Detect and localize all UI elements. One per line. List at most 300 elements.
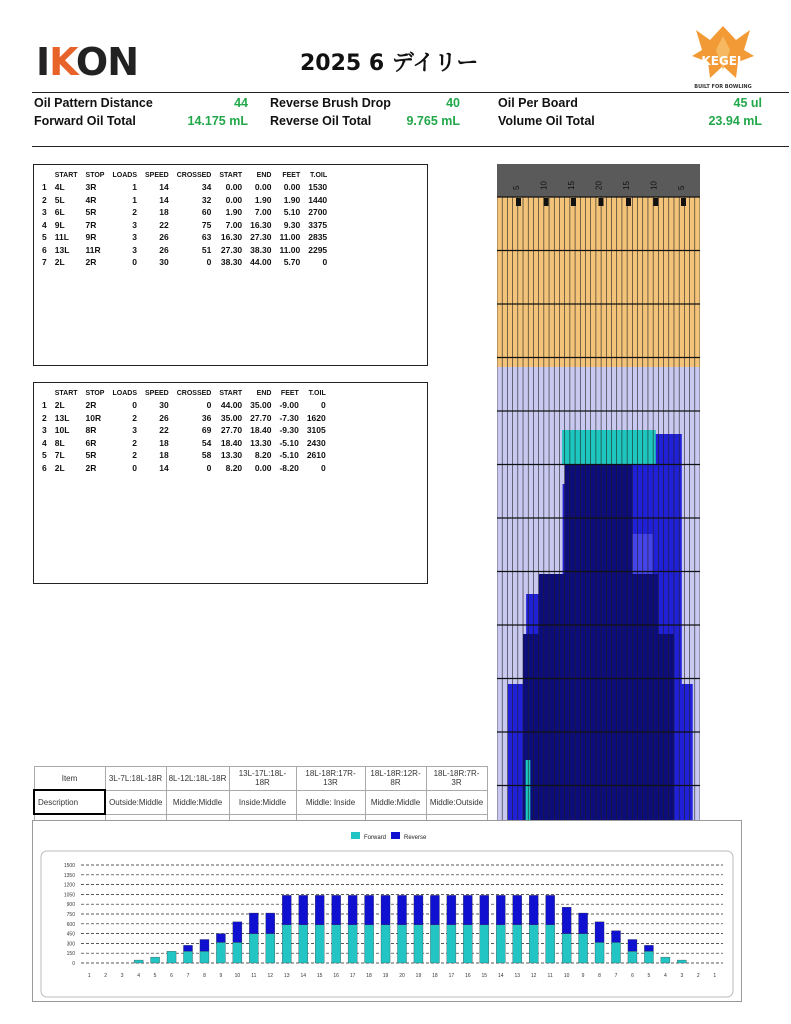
legend-forward-label: Forward [364, 835, 387, 841]
reverse-header-cell: SPEED [144, 389, 169, 397]
reverse-cell: 0 [321, 400, 326, 411]
stat-value: 45 ul [733, 96, 762, 110]
forward-cell: 3 [132, 244, 137, 255]
x-tick-label: 3 [120, 973, 124, 979]
x-tick-label: 10 [234, 973, 241, 979]
bar-forward [151, 957, 160, 963]
lane-graph-svg [497, 164, 700, 824]
forward-cell: 5.10 [283, 207, 301, 218]
legend-forward-swatch [351, 832, 360, 839]
bar-forward [447, 925, 456, 963]
reverse-cell: 2L [54, 462, 65, 473]
forward-cell: 3 [42, 207, 47, 218]
forward-cell: 1440 [308, 194, 328, 205]
reverse-cell: 8.20 [225, 462, 243, 473]
reverse-row [38, 437, 330, 450]
forward-cell: 0 [132, 257, 137, 268]
y-tick-label: 300 [66, 941, 75, 948]
reverse-cell: 0 [132, 400, 137, 411]
reverse-cell: 36 [201, 412, 212, 423]
bar-forward [249, 934, 258, 963]
reverse-cell: 2 [132, 437, 137, 448]
lane-arrow-label: 5 [677, 185, 686, 190]
bar-forward [348, 925, 357, 963]
tz-description: Middle:Middle [166, 790, 229, 814]
x-tick-label: 5 [647, 973, 651, 979]
forward-cell: 11.00 [279, 244, 301, 255]
reverse-cell: 2 [132, 450, 137, 461]
lane-arrow-marker [626, 198, 631, 206]
reverse-cell: 2430 [306, 437, 326, 448]
reverse-cell: 0 [132, 462, 137, 473]
forward-cell: 2L [54, 257, 65, 268]
forward-cell: 13L [54, 244, 70, 255]
bar-reverse [529, 895, 538, 924]
stat-label: Reverse Brush Drop [270, 96, 391, 110]
forward-cell: 1 [42, 182, 47, 193]
reverse-cell: 1620 [306, 412, 326, 423]
bar-forward [562, 934, 571, 963]
y-tick-label: 900 [66, 902, 75, 909]
forward-cell: 34 [201, 182, 212, 193]
kegel-logo [688, 22, 758, 92]
stats-divider [32, 146, 789, 147]
forward-header-cell: STOP [85, 171, 105, 179]
stat-label: Reverse Oil Total [270, 114, 372, 128]
bar-forward [233, 942, 242, 963]
lane-header-band [497, 164, 700, 197]
forward-header-cell: SPEED [144, 171, 169, 179]
bar-reverse [348, 895, 357, 924]
bar-reverse [579, 913, 588, 934]
lane-arrow-label: 10 [649, 181, 659, 190]
reverse-cell: 3 [42, 425, 47, 436]
reverse-header-cell: STOP [85, 389, 105, 397]
x-tick-label: 15 [481, 973, 488, 979]
x-tick-label: 15 [316, 973, 323, 979]
lane-arrow-marker [654, 198, 659, 206]
forward-cell: 30 [159, 257, 169, 268]
bar-forward [661, 957, 670, 963]
reverse-cell: 13.30 [250, 437, 272, 448]
x-tick-label: 12 [267, 973, 274, 979]
x-tick-label: 9 [581, 973, 585, 979]
bar-forward [480, 925, 489, 963]
forward-header-cell [38, 169, 51, 181]
x-tick-label: 4 [663, 973, 667, 979]
reverse-row [38, 424, 330, 437]
bar-forward [381, 925, 390, 963]
bar-reverse [414, 895, 423, 924]
bar-forward [677, 960, 686, 963]
lane-dry-wood [497, 197, 700, 367]
y-tick-label: 1500 [63, 863, 75, 869]
stat-label: Oil Per Board [498, 96, 578, 110]
forward-header-cell: FEET [282, 171, 301, 179]
lane-arrow-label: 20 [594, 181, 604, 190]
bar-forward [282, 925, 291, 963]
y-tick-label: 450 [66, 931, 75, 938]
reverse-header-cell: END [256, 389, 272, 397]
reverse-cell: 44.00 [220, 400, 243, 411]
tz-header: 13L-17L:18L-18R [229, 767, 296, 791]
reverse-oil-table [33, 382, 428, 584]
forward-header-cell: LOADS [112, 171, 137, 179]
x-tick-label: 10 [563, 973, 570, 979]
forward-cell: 4 [42, 219, 47, 230]
reverse-cell: 18 [159, 437, 169, 448]
reverse-cell: 22 [159, 425, 169, 436]
forward-cell: 0.00 [283, 182, 301, 193]
reverse-cell: 14 [159, 462, 169, 473]
bar-forward [216, 942, 225, 963]
x-tick-label: 2 [104, 973, 108, 979]
forward-cell: 3 [132, 219, 137, 230]
reverse-cell: 54 [201, 437, 212, 448]
forward-cell: 14 [159, 194, 169, 205]
bar-forward [463, 925, 472, 963]
forward-cell: 5 [42, 232, 47, 243]
reverse-cell: 3 [132, 425, 137, 436]
tz-description: Outside:Middle [105, 790, 166, 814]
forward-cell: 7.00 [254, 207, 272, 218]
lane-arrow-marker [544, 198, 549, 206]
x-tick-label: 11 [547, 973, 553, 979]
x-tick-label: 7 [186, 973, 190, 979]
bar-forward [496, 925, 505, 963]
reverse-header-cell: START [54, 389, 78, 397]
reverse-cell: 8L [54, 437, 65, 448]
forward-cell: 16.30 [220, 232, 243, 243]
x-tick-label: 4 [137, 973, 141, 979]
x-tick-label: 3 [680, 973, 684, 979]
forward-row [38, 256, 331, 269]
reverse-cell: 35.00 [220, 412, 243, 423]
reverse-cell: 35.00 [250, 400, 272, 411]
forward-cell: 32 [201, 194, 212, 205]
forward-cell: 2835 [308, 232, 328, 243]
forward-cell: 18 [159, 207, 169, 218]
reverse-cell: 13.30 [220, 450, 243, 461]
reverse-cell: 18.40 [250, 425, 272, 436]
forward-header-cell: START [54, 171, 78, 179]
reverse-cell: 27.70 [250, 412, 272, 423]
y-tick-label: 750 [66, 912, 75, 918]
bar-forward [167, 951, 176, 963]
x-tick-label: 8 [598, 973, 601, 979]
y-tick-label: 1350 [63, 872, 75, 879]
x-tick-label: 14 [497, 973, 504, 979]
forward-row [38, 194, 331, 207]
forward-cell: 3375 [308, 219, 328, 230]
reverse-cell: -8.20 [279, 462, 299, 473]
page-title: 2025 6 デイリー [300, 51, 479, 76]
stat-value: 44 [234, 96, 248, 110]
bar-forward [134, 960, 143, 963]
forward-row [38, 206, 331, 219]
bar-forward [529, 925, 538, 963]
svg-text:BUILT FOR BOWLING: BUILT FOR BOWLING [694, 84, 752, 90]
tz-description-label[interactable]: Description [34, 790, 105, 814]
lane-oil-core [539, 574, 659, 824]
forward-cell: 5.70 [283, 257, 301, 268]
forward-cell: 2R [85, 257, 97, 268]
forward-cell: 7.00 [225, 219, 243, 230]
bar-reverse [513, 895, 522, 924]
forward-cell: 5R [85, 207, 97, 218]
x-tick-label: 20 [399, 973, 405, 979]
reverse-cell: 2 [132, 412, 137, 423]
forward-cell: 4R [85, 194, 97, 205]
bar-reverse [480, 895, 489, 924]
forward-cell: 2700 [308, 207, 328, 218]
bar-forward [332, 925, 341, 963]
bar-reverse [546, 895, 555, 924]
bar-forward [644, 951, 653, 963]
reverse-cell: 2610 [306, 450, 326, 461]
forward-cell: 11R [85, 244, 101, 255]
reverse-cell: 69 [201, 425, 212, 436]
bar-reverse [562, 907, 571, 933]
bar-reverse [447, 895, 456, 924]
forward-cell: 14 [159, 182, 169, 193]
bar-forward [365, 925, 374, 963]
lane-oil-graph [497, 164, 700, 824]
bar-reverse [628, 939, 637, 951]
reverse-cell: 58 [201, 450, 212, 461]
forward-cell: 26 [159, 244, 169, 255]
x-tick-label: 19 [415, 973, 422, 979]
forward-cell: 0.00 [225, 194, 243, 205]
stat-value: 14.175 mL [187, 114, 248, 128]
legend-reverse-label: Reverse [404, 835, 427, 841]
forward-cell: 3R [85, 182, 97, 193]
reverse-cell: -9.30 [279, 425, 299, 436]
bar-forward [513, 925, 522, 963]
bar-reverse [365, 895, 374, 924]
forward-cell: 3 [132, 232, 137, 243]
lane-forward-oil [562, 430, 656, 464]
reverse-cell: 8.20 [254, 450, 272, 461]
x-tick-label: 1 [713, 973, 717, 979]
reverse-cell: 13L [54, 412, 70, 423]
lane-arrow-label: 5 [512, 185, 521, 190]
tz-header: 18L-18R:7R-3R [426, 767, 487, 791]
reverse-cell: 0.00 [254, 462, 272, 473]
bar-forward [266, 934, 275, 963]
reverse-row [38, 399, 330, 412]
reverse-header-cell: LOADS [112, 389, 137, 397]
bar-reverse [397, 895, 406, 924]
y-tick-label: 600 [66, 921, 75, 928]
bar-forward [414, 925, 423, 963]
bar-forward [397, 925, 406, 963]
x-tick-label: 9 [219, 973, 223, 979]
forward-cell: 51 [201, 244, 212, 255]
bar-forward [579, 934, 588, 963]
forward-cell: 22 [159, 219, 169, 230]
bar-forward [430, 925, 439, 963]
reverse-header-cell: START [219, 389, 243, 397]
reverse-row [38, 412, 330, 425]
bar-forward [628, 951, 637, 963]
forward-cell: 26 [159, 232, 169, 243]
forward-cell: 2295 [308, 244, 328, 255]
reverse-cell: 1 [42, 400, 47, 411]
forward-cell: 63 [201, 232, 212, 243]
forward-header-cell: END [256, 171, 272, 179]
board-oil-chart [32, 820, 742, 1002]
bar-forward [299, 925, 308, 963]
lane-arrow-label: 15 [567, 181, 576, 190]
tz-description: Inside:Middle [229, 790, 296, 814]
reverse-header-cell: CROSSED [176, 389, 212, 397]
bar-reverse [496, 895, 505, 924]
svg-text:KEGEL: KEGEL [701, 54, 745, 68]
tz-header: 8L-12L:18L-18R [166, 767, 229, 791]
bar-reverse [332, 895, 341, 924]
reverse-header-cell: FEET [280, 389, 299, 397]
x-tick-label: 5 [153, 973, 157, 979]
reverse-row [38, 462, 330, 475]
y-tick-label: 0 [72, 961, 75, 967]
reverse-cell: 18 [159, 450, 169, 461]
forward-cell: 75 [201, 219, 212, 230]
y-tick-label: 150 [66, 951, 75, 958]
reverse-cell: 2R [85, 400, 97, 411]
forward-cell: 11.00 [279, 232, 301, 243]
forward-cell: 6 [42, 244, 47, 255]
legend-reverse-swatch [391, 832, 400, 839]
forward-header-cell: CROSSED [176, 171, 212, 179]
stat-label: Volume Oil Total [498, 114, 595, 128]
forward-cell: 9.30 [283, 219, 301, 230]
reverse-cell: 3105 [306, 425, 326, 436]
tz-header: 18L-18R:17R-13R [296, 767, 365, 791]
forward-cell: 7R [85, 219, 97, 230]
tz-header: Item [34, 767, 105, 791]
forward-cell: 2 [132, 207, 137, 218]
bar-reverse [595, 922, 604, 943]
bar-reverse [249, 913, 258, 934]
reverse-cell: 6R [85, 437, 97, 448]
forward-cell: 1 [132, 194, 137, 205]
x-tick-label: 17 [448, 973, 455, 979]
reverse-cell: 4 [42, 437, 47, 448]
bar-reverse [644, 945, 653, 951]
bar-reverse [463, 895, 472, 924]
forward-header-cell: T.OIL [310, 171, 328, 179]
x-tick-label: 16 [465, 973, 471, 979]
tz-description: Middle:Outside [426, 790, 487, 814]
bar-forward [546, 925, 555, 963]
forward-cell: 1.90 [254, 194, 272, 205]
x-tick-label: 18 [432, 973, 438, 979]
forward-cell: 4L [54, 182, 65, 193]
stat-label: Oil Pattern Distance [34, 96, 153, 110]
forward-cell: 27.30 [220, 244, 243, 255]
bar-reverse [183, 945, 192, 951]
tz-header: 18L-18R:12R-8R [365, 767, 426, 791]
forward-cell: 0 [206, 257, 212, 268]
forward-cell: 60 [201, 207, 212, 218]
x-tick-label: 13 [283, 973, 290, 979]
reverse-header-cell [38, 387, 51, 399]
stat-value: 9.765 mL [406, 114, 460, 128]
bar-forward [611, 942, 620, 963]
forward-cell: 7 [42, 257, 47, 268]
y-tick-label: 1200 [63, 882, 75, 889]
reverse-cell: 5R [85, 450, 97, 461]
ikon-logo: IKON [36, 40, 138, 84]
forward-cell: 5L [54, 194, 65, 205]
forward-cell: 1530 [308, 182, 328, 193]
lane-arrow-marker [681, 198, 686, 206]
x-tick-label: 8 [203, 973, 206, 979]
bar-reverse [282, 895, 291, 924]
bar-reverse [299, 895, 308, 924]
forward-cell: 9R [85, 232, 97, 243]
reverse-cell: 30 [159, 400, 169, 411]
forward-row [38, 181, 331, 194]
reverse-cell: 0 [206, 462, 212, 473]
reverse-cell: 10R [85, 412, 102, 423]
bar-reverse [266, 913, 275, 934]
bar-reverse [381, 895, 390, 924]
x-tick-label: 16 [333, 973, 339, 979]
stat-value: 23.94 mL [708, 114, 762, 128]
tz-description: Middle: Inside [296, 790, 365, 814]
tz-description: Middle:Middle [365, 790, 426, 814]
reverse-cell: 5 [42, 450, 47, 461]
reverse-header-cell: T.OIL [308, 389, 326, 397]
x-tick-label: 17 [349, 973, 356, 979]
forward-cell: 0.00 [254, 182, 272, 193]
reverse-header-row [38, 387, 330, 399]
bar-forward [183, 951, 192, 963]
bar-forward [595, 942, 604, 963]
reverse-cell: 8R [85, 425, 97, 436]
forward-header-cell: START [219, 171, 243, 179]
reverse-cell: 10L [54, 425, 70, 436]
bar-forward [315, 925, 324, 963]
y-tick-label: 1050 [63, 892, 75, 899]
forward-cell: 0 [322, 257, 328, 268]
reverse-cell: 26 [159, 412, 169, 423]
reverse-row [38, 449, 330, 462]
x-tick-label: 13 [514, 973, 521, 979]
bar-reverse [233, 922, 242, 943]
x-tick-label: 2 [696, 973, 700, 979]
forward-row [38, 231, 331, 244]
forward-cell: 1 [132, 182, 137, 193]
lane-arrow-marker [571, 198, 576, 206]
reverse-cell: 27.70 [220, 425, 243, 436]
reverse-cell: 2R [85, 462, 97, 473]
reverse-cell: 2 [42, 412, 47, 423]
x-tick-label: 7 [614, 973, 618, 979]
chart-svg [33, 821, 741, 1001]
bar-forward [200, 951, 209, 963]
lane-arrow-marker [516, 198, 521, 206]
x-tick-label: 11 [251, 973, 257, 979]
lane-arrow-marker [599, 198, 604, 206]
forward-row [38, 219, 331, 232]
reverse-cell: 18.40 [220, 437, 243, 448]
bar-reverse [200, 939, 209, 951]
reverse-cell: -5.10 [279, 437, 299, 448]
lane-arrow-label: 15 [622, 181, 631, 190]
